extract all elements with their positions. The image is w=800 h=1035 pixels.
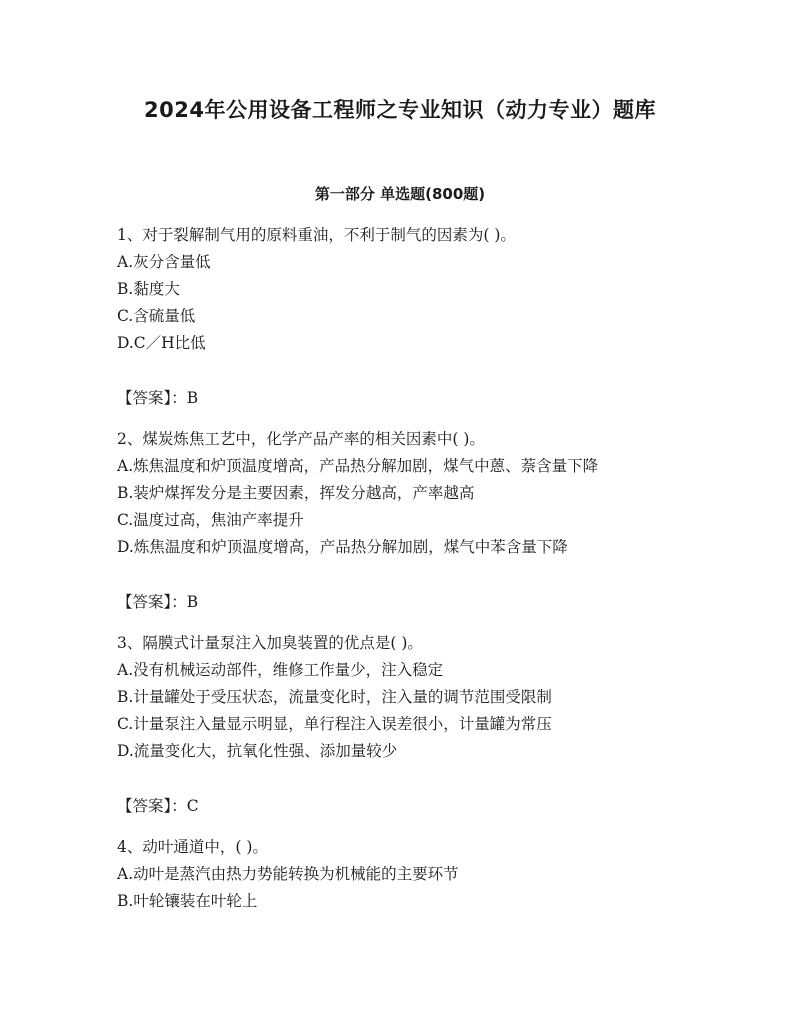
answer-line: [117, 793, 677, 820]
answer-line: [117, 589, 677, 616]
option-d: D.炼焦温度和炉顶温度增高，产品热分解加剧，煤气中苯含量下降: [117, 538, 568, 556]
question-block: [117, 222, 677, 412]
answer-line: [117, 385, 677, 412]
option-d: D.C／H比低: [117, 334, 206, 352]
option-c: C.计量泵注入量显示明显，单行程注入误差很小，计量罐为常压: [117, 715, 552, 733]
option-c: C.含硫量低: [117, 307, 196, 325]
question-stem: 1、对于裂解制气用的原料重油，不利于制气的因素为( )。: [117, 226, 516, 244]
answer-value: B: [186, 593, 199, 611]
question-block: [117, 426, 677, 616]
option-a: A.动叶是蒸汽由热力势能转换为机械能的主要环节: [117, 865, 459, 883]
option-d: D.流量变化大，抗氧化性强、添加量较少: [117, 742, 398, 760]
question-stem: 4、动叶通道中，( )。: [117, 838, 268, 856]
answer-value: B: [186, 389, 199, 407]
question-list: [117, 222, 677, 915]
option-b: B.叶轮镶装在叶轮上: [117, 892, 258, 910]
answer-label: 【答案】：: [117, 389, 187, 407]
answer-label: 【答案】：: [117, 797, 187, 815]
question-stem: 2、煤炭炼焦工艺中，化学产品产率的相关因素中( )。: [117, 430, 485, 448]
question-stem: 3、隔膜式计量泵注入加臭装置的优点是( )。: [117, 634, 423, 652]
option-a: A.没有机械运动部件，维修工作量少，注入稳定: [117, 661, 444, 679]
section-title: 第一部分 单选题(800题): [314, 185, 486, 203]
option-b: B.装炉煤挥发分是主要因素，挥发分越高，产率越高: [117, 484, 475, 502]
answer-value: C: [186, 797, 199, 815]
question-block: [117, 834, 677, 915]
option-c: C.温度过高，焦油产率提升: [117, 511, 304, 529]
option-a: A.灰分含量低: [117, 253, 211, 271]
answer-label: 【答案】：: [117, 593, 187, 611]
option-b: B.黏度大: [117, 280, 180, 298]
option-a: A.炼焦温度和炉顶温度增高，产品热分解加剧，煤气中蒽、萘含量下降: [117, 457, 599, 475]
option-b: B.计量罐处于受压状态，流量变化时，注入量的调节范围受限制: [117, 688, 552, 706]
question-block: [117, 630, 677, 820]
document-title: 2024年公用设备工程师之专业知识（动力专业）题库: [144, 98, 656, 122]
